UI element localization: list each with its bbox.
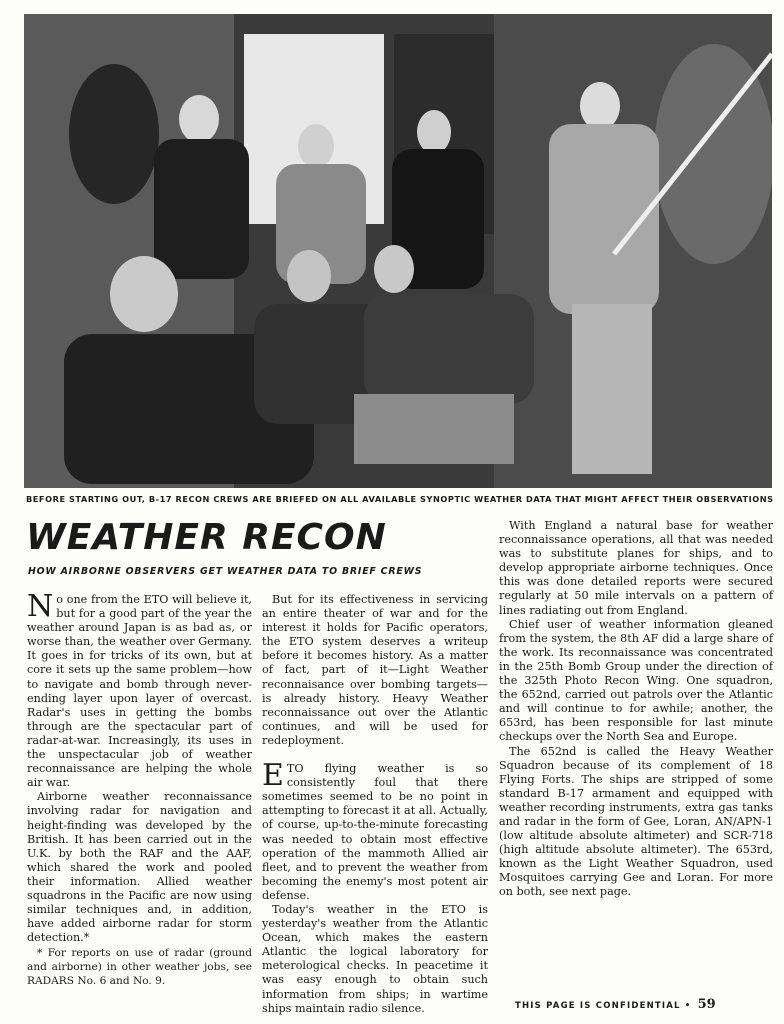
article-headline: WEATHER RECON	[26, 517, 387, 558]
paragraph: Airborne weather reconnaissance involving radar for navigation and height-finding was developed by the British. It has been carried out in the U.K. by both the RAF and the AAF, which shared the work and pooled their information. Allied weather squadrons in the Pacific are now using similar techniques and, in addition, have added airborne radar for storm detection.*	[27, 790, 252, 945]
briefing-photo	[24, 14, 772, 488]
paragraph: No one from the ETO will believe it, but for a good part of the year the weather around Japan is as bad as, or worse than, the weather over Germany. It goes in for tricks of its own, but at core it sets up the same problem—how to navigate and bomb through never-ending layer upon layer of overcast. Radar's uses in getting the bombs through are the spectacular part of radar-at-war. Increasingly, its uses in the unspectacular job of weather reconnaissance are helping the whole air war.	[27, 589, 252, 790]
paragraph: Chief user of weather information gleaned from the system, the 8th AF did a large share of the work. Its reconnaissance was concentrated in the 25th Bomb Group under the direction of the 325th Photo Recon Wing. One squadron, the 652nd, carried out patrols over the Atlantic and will continue to for awhile; another, the 653rd, has been responsible for last minute checkups over the North Sea and Europe.	[499, 617, 773, 744]
drop-cap: N	[27, 589, 54, 624]
column-3	[499, 519, 773, 900]
article-subhead: HOW AIRBORNE OBSERVERS GET WEATHER DATA TO BRIEF CREWS	[28, 566, 423, 577]
briefing-photo-illustration	[24, 14, 772, 488]
paragraph: The 652nd is called the Heavy Weather Squadron because of its complement of 18 Flying Forts. The ships are stripped of some standard B-17 armament and equipped with weather recording instruments, extra gas tanks and radar in the form of Gee, Loran, AN/APN-1 (low altitude absolute altimeter) and SCR-718 (high altitude absolute altimeter). The 653rd, known as the Light Weather Squadron, used Mosquitoes carrying Gee and Loran. For more on both, see next page.	[499, 744, 773, 899]
footnote: * For reports on use of radar (ground and airborne) in other weather jobs, see RADARS No. 6 and No. 9.	[27, 947, 252, 987]
photo-caption: BEFORE STARTING OUT, B-17 RECON CREWS ARE BRIEFED ON ALL AVAILABLE SYNOPTIC WEATHER DATA THAT MIGHT AFFECT THEIR OBSERVATIONS	[26, 494, 774, 504]
confidential-notice: THIS PAGE IS CONFIDENTIAL •	[515, 1001, 692, 1011]
page-footer	[515, 997, 716, 1012]
drop-cap: E	[262, 758, 284, 794]
page-number: 59	[697, 997, 716, 1012]
paragraph: ETO flying weather is so consistently foul that there sometimes seemed to be no point in attempting to forecast it at all. Actually, of course, up-to-the-minute forecasting was needed to obtain most effective operation of the mammoth Allied air fleet, and to prevent the weather from becoming the enemy's most potent air defense.	[262, 758, 488, 902]
paragraph: But for its effectiveness in servicing an entire theater of war and for the interest it holds for Pacific operators, the ETO system deserves a writeup before it becomes history. As a matter of fact, part of it—Light Weather reconnaisance over bombing targets—is already history. Heavy Weather reconnaissance out over the Atlantic continues, and will be used for redeployment.	[262, 593, 488, 747]
column-1	[27, 589, 252, 945]
paragraph: Today's weather in the ETO is yesterday's weather from the Atlantic Ocean, which makes the eastern Atlantic the logical laboratory for meterological checks. In peacetime it was easy enough to obtain such information from ships; in wartime ships maintain radio silence.	[262, 902, 488, 1015]
column-2	[262, 593, 488, 1016]
paragraph: With England a natural base for weather reconnaissance operations, all that was needed was to substitute planes for ships, and to develop appropriate airborne techniques. Once this was done detailed reports were secured regularly at 50 mile intervals on a pattern of lines radiating out from England.	[499, 519, 773, 617]
